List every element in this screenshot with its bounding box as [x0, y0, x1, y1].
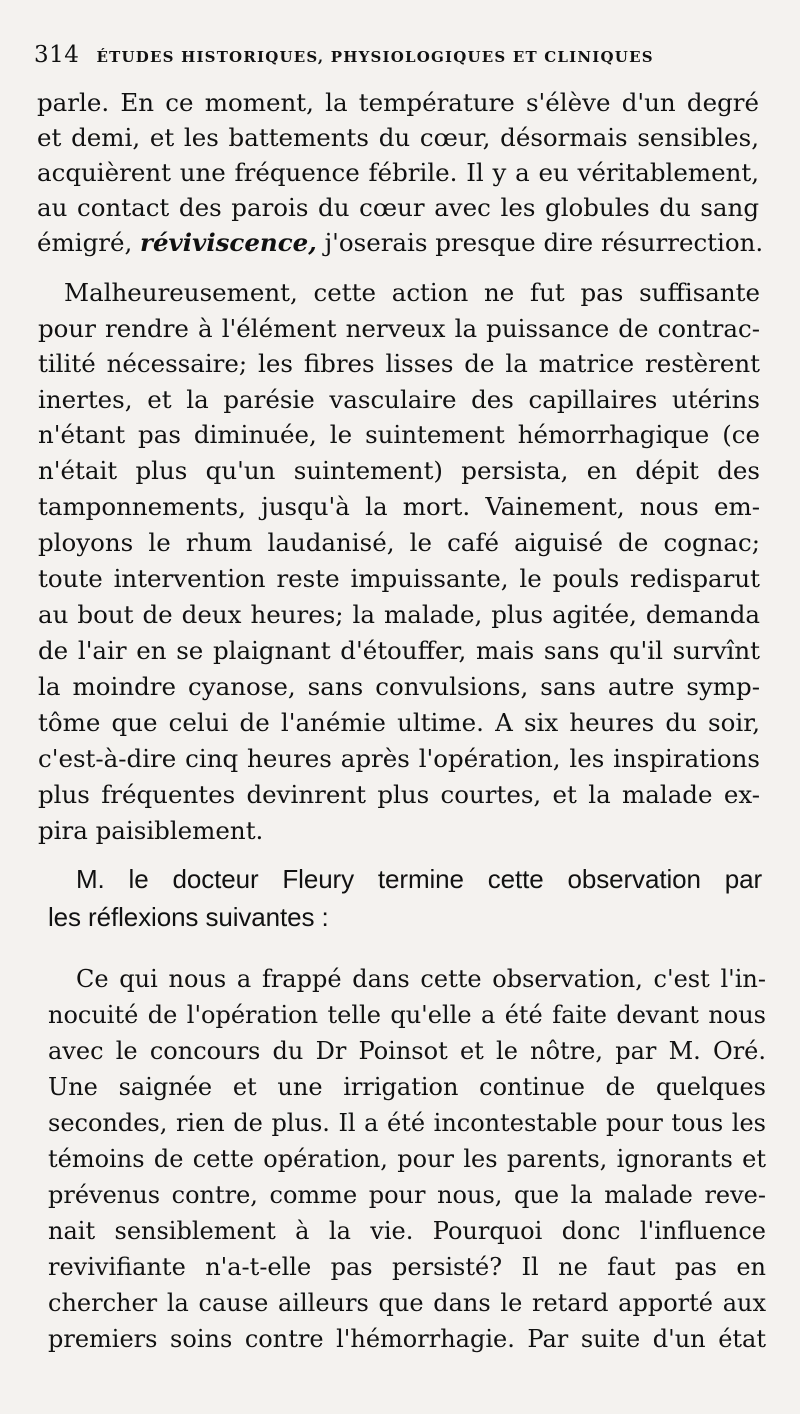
text-line: tamponnements, jusqu'à la mort. Vainement, nous em- [38, 492, 760, 521]
text-line: pira paisiblement. [38, 816, 264, 845]
text-line: M. le docteur Fleury termine cette observation par [76, 864, 762, 894]
text-line: parle. En ce moment, la température s'élève d'un degré [37, 88, 759, 117]
text-line: au bout de deux heures; la malade, plus agitée, demanda [38, 600, 760, 629]
italic-term: réviviscence, [140, 228, 317, 257]
text-line [37, 226, 764, 260]
text-line: de l'air en se plaignant d'étouffer, mais sans qu'il survînt [38, 636, 760, 665]
text-line: témoins de cette opération, pour les parents, ignorants et [48, 1145, 766, 1173]
text-line: Ce qui nous a frappé dans cette observation, c'est l'in- [76, 965, 766, 993]
text-line: premiers soins contre l'hémorrhagie. Par suite d'un état [48, 1325, 766, 1353]
text-line: tilité nécessaire; les fibres lisses de la matrice restèrent [38, 349, 760, 378]
text-line: plus fréquentes devinrent plus courtes, et la malade ex- [38, 780, 760, 809]
text-line: inertes, et la parésie vasculaire des capillaires utérins [38, 385, 760, 414]
text-line: ployons le rhum laudanisé, le café aiguisé de cognac; [38, 528, 760, 557]
text-line: c'est-à-dire cinq heures après l'opération, les inspirations [38, 744, 760, 773]
text-line: revivifiante n'a-t-elle pas persisté? Il ne faut pas en [48, 1253, 766, 1281]
text-line: au contact des parois du cœur avec les globules du sang [37, 193, 759, 222]
text-line: n'était plus qu'un suintement) persista, en dépit des [38, 456, 760, 485]
text-line: pour rendre à l'élément nerveux la puissance de contrac- [38, 314, 760, 343]
text-span: j'oserais presque dire résurrection. [316, 228, 764, 257]
text-line: la moindre cyanose, sans convulsions, sans autre symp- [38, 672, 760, 701]
text-line: acquièrent une fréquence fébrile. Il y a eu véritablement, [37, 158, 759, 187]
text-line: toute intervention reste impuissante, le pouls redisparut [38, 564, 760, 593]
text-line: Une saignée et une irrigation continue de quelques [48, 1073, 766, 1101]
text-span: émigré, [37, 228, 141, 257]
text-line: nait sensiblement à la vie. Pourquoi donc l'influence [48, 1217, 766, 1245]
text-line: n'étant pas diminuée, le suintement hémorrhagique (ce [38, 420, 760, 449]
running-header [34, 42, 774, 78]
text-line: les réflexions suivantes : [48, 902, 329, 932]
text-line: Malheureusement, cette action ne fut pas suffisante [64, 278, 760, 307]
text-line: nocuité de l'opération telle qu'elle a été faite devant nous [48, 1001, 766, 1029]
text-line: et demi, et les battements du cœur, désormais sensibles, [37, 123, 759, 152]
text-line: chercher la cause ailleurs que dans le retard apporté aux [48, 1289, 766, 1317]
running-title: ÉTUDES HISTORIQUES, PHYSIOLOGIQUES ET CLINIQUES [96, 48, 654, 66]
text-line: avec le concours du Dr Poinsot et le nôtre, par M. Oré. [48, 1037, 766, 1065]
text-line: secondes, rien de plus. Il a été incontestable pour tous les [48, 1109, 766, 1137]
text-line: tôme que celui de l'anémie ultime. A six heures du soir, [38, 708, 760, 737]
text-line: prévenus contre, comme pour nous, que la malade reve- [48, 1181, 766, 1209]
page-number: 314 [34, 42, 80, 68]
